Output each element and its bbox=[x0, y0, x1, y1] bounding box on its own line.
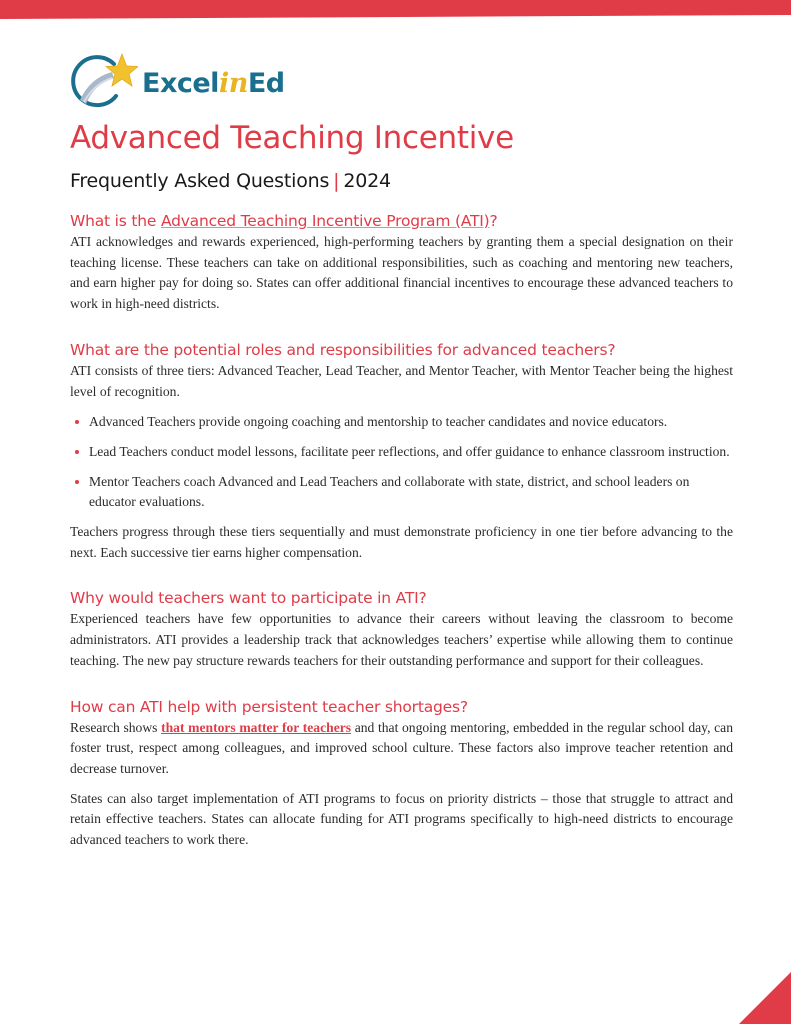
faq-section-why-participate bbox=[70, 587, 733, 671]
mentors-matter-link[interactable]: that mentors matter for teachers bbox=[161, 719, 352, 735]
page-subtitle bbox=[70, 170, 391, 192]
faq-section-what-is-ati bbox=[70, 210, 733, 315]
faq-section-roles bbox=[70, 339, 733, 564]
logo-wordmark: ExcelinEd bbox=[142, 67, 285, 99]
faq-section-shortages bbox=[70, 696, 733, 851]
tier-list bbox=[70, 412, 733, 513]
excelined-logo bbox=[70, 52, 285, 110]
faq-question: How can ATI help with persistent teacher shortages? bbox=[70, 697, 468, 716]
page-title: Advanced Teaching Incentive bbox=[70, 120, 514, 156]
faq-question: What are the potential roles and responsibilities for advanced teachers? bbox=[70, 340, 616, 359]
bullet-icon bbox=[75, 450, 79, 454]
faq-content bbox=[70, 210, 733, 875]
subtitle-separator: | bbox=[333, 170, 340, 192]
faq-answer: ATI acknowledges and rewards experienced, high-performing teachers by granting them a special designation on their teaching license. These teachers can take on additional responsibilities, such as coaching and mentoring new teachers, and earn higher pay for doing so. States can offer additional financial incentives to encourage these advanced teachers to work in high-need districts. bbox=[70, 234, 733, 312]
faq-answer: Research shows that mentors matter for teachers and that ongoing mentoring, embedded in the regular school day, can foster trust, respect among colleagues, and improved school culture. These factors also improve teacher retention and decrease turnover. bbox=[70, 719, 733, 776]
faq-answer-intro: ATI consists of three tiers: Advanced Teacher, Lead Teacher, and Mentor Teacher, with Mentor Teacher being the highest level of recognition. bbox=[70, 362, 733, 399]
shooting-star-icon bbox=[70, 52, 138, 110]
top-accent-bar bbox=[0, 0, 791, 20]
ati-program-link[interactable]: Advanced Teaching Incentive Program (ATI) bbox=[160, 212, 490, 230]
faq-question: What is the Advanced Teaching Incentive Program (ATI)? bbox=[70, 212, 498, 230]
bullet-icon bbox=[75, 480, 79, 484]
corner-accent-triangle bbox=[739, 972, 791, 1024]
faq-answer-outro: Teachers progress through these tiers sequentially and must demonstrate proficiency in one tier before advancing to the next. Each successive tier earns higher compensation. bbox=[70, 524, 733, 560]
list-item: Lead Teachers conduct model lessons, facilitate peer reflections, and offer guidance to enhance classroom instruction. bbox=[70, 442, 733, 463]
list-item: Mentor Teachers coach Advanced and Lead Teachers and collaborate with state, district, and school leaders on educator evaluations. bbox=[70, 472, 733, 513]
faq-answer: Experienced teachers have few opportunities to advance their careers without leaving the classroom to become administrators. ATI provides a leadership track that acknowledges teachers’ expertise while allowing them to continue teaching. The new pay structure rewards teachers for their outstanding performance and support for their colleagues. bbox=[70, 611, 733, 668]
bullet-icon bbox=[75, 420, 79, 424]
faq-question: Why would teachers want to participate in ATI? bbox=[70, 589, 427, 608]
faq-answer: States can also target implementation of ATI programs to focus on priority districts – those that struggle to attract and retain effective teachers. States can allocate funding for ATI programs specifically to high-need districts to encourage advanced teachers to work there. bbox=[70, 790, 733, 848]
subtitle-text: Frequently Asked Questions bbox=[70, 170, 330, 192]
list-item: Advanced Teachers provide ongoing coaching and mentorship to teacher candidates and novice educators. bbox=[70, 412, 733, 433]
subtitle-year: 2024 bbox=[343, 170, 391, 192]
